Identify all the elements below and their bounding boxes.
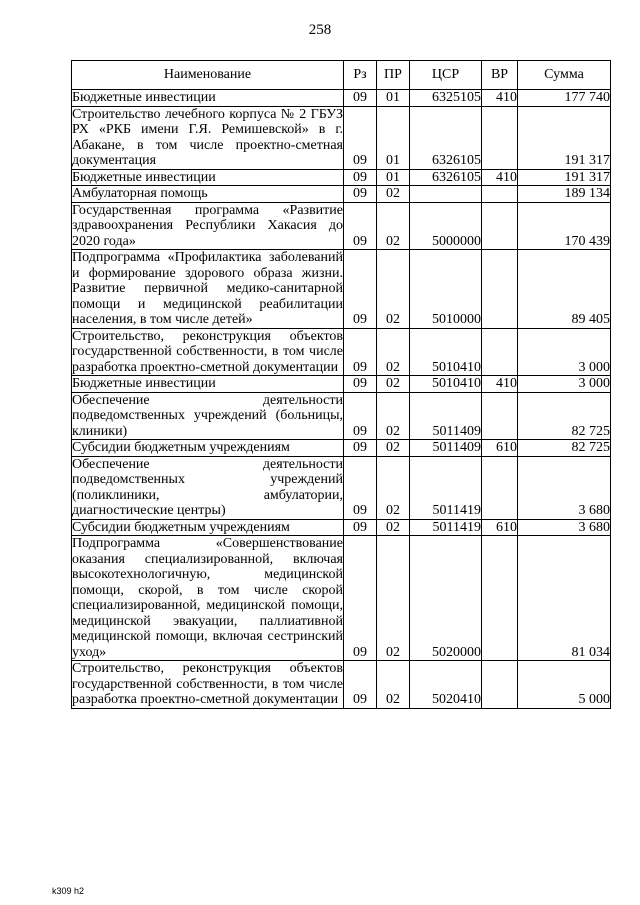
cell-pr: 02: [377, 519, 410, 536]
cell-pr: 01: [377, 90, 410, 107]
cell-pr: 02: [377, 392, 410, 440]
cell-sum: 82 725: [518, 440, 611, 457]
cell-rz: 09: [344, 90, 377, 107]
col-header-rz: Рз: [344, 61, 377, 90]
col-header-vr: ВР: [482, 61, 518, 90]
cell-vr: 410: [482, 169, 518, 186]
cell-rz: 09: [344, 250, 377, 329]
cell-sum: 3 000: [518, 328, 611, 376]
table-row: [72, 661, 611, 709]
cell-rz: 09: [344, 519, 377, 536]
cell-vr: [482, 106, 518, 169]
cell-name: Подпрограмма «Совершенствование оказания специализированной, включая высокотехнологичную, медицинской помощи, скорой, в том числе скорой специализированной, медицинской помощи, медицинской эвакуации, паллиативной медицинской помощи, включая сестринский уход»: [72, 536, 343, 660]
table-row: [72, 456, 611, 519]
cell-pr: 02: [377, 536, 410, 661]
cell-csr: 6325105: [410, 90, 482, 107]
col-header-csr: ЦСР: [410, 61, 482, 90]
cell-csr: 5011409: [410, 392, 482, 440]
table-row: [72, 440, 611, 457]
cell-name: Бюджетные инвестиции: [72, 90, 344, 107]
cell-pr: 02: [377, 456, 410, 519]
cell-name: Обеспечение деятельности подведомственных учреждений (больницы, клиники): [72, 392, 343, 439]
cell-sum: 191 317: [518, 169, 611, 186]
cell-rz: 09: [344, 328, 377, 376]
cell-pr: 02: [377, 328, 410, 376]
cell-name: Подпрограмма «Профилактика заболеваний и формирование здорового образа жизни. Развитие первичной медико-санитарной помощи и медицинской реабилитации населения, в том числе детей»: [72, 250, 343, 327]
cell-csr: [410, 186, 482, 203]
table-row: [72, 250, 611, 329]
cell-vr: [482, 392, 518, 440]
cell-vr: [482, 536, 518, 661]
cell-rz: 09: [344, 440, 377, 457]
cell-vr: [482, 186, 518, 203]
cell-pr: 02: [377, 661, 410, 709]
cell-name: Строительство, реконструкция объектов государственной собственности, в том числе разработка проектно-сметной документации: [72, 661, 343, 707]
cell-csr: 5000000: [410, 202, 482, 250]
cell-vr: [482, 328, 518, 376]
cell-pr: 02: [377, 250, 410, 329]
table-row: [72, 106, 611, 169]
budget-table: [71, 60, 611, 709]
cell-name: Строительство лечебного корпуса № 2 ГБУЗ РХ «РКБ имени Г.Я. Ремишевской» в г. Абакане, в том числе проектно-сметная документация: [72, 106, 343, 168]
cell-csr: 5020410: [410, 661, 482, 709]
cell-vr: 610: [482, 440, 518, 457]
table-row: [72, 519, 611, 536]
table-row: [72, 202, 611, 250]
cell-csr: 5010410: [410, 376, 482, 393]
cell-vr: 610: [482, 519, 518, 536]
cell-rz: 09: [344, 106, 377, 169]
cell-sum: 3 000: [518, 376, 611, 393]
cell-sum: 170 439: [518, 202, 611, 250]
cell-name: Бюджетные инвестиции: [72, 376, 344, 393]
cell-sum: 3 680: [518, 519, 611, 536]
cell-csr: 5011409: [410, 440, 482, 457]
table-row: [72, 376, 611, 393]
table-row: [72, 536, 611, 661]
cell-sum: 5 000: [518, 661, 611, 709]
cell-sum: 189 134: [518, 186, 611, 203]
cell-rz: 09: [344, 169, 377, 186]
cell-csr: 5011419: [410, 456, 482, 519]
cell-vr: [482, 661, 518, 709]
cell-sum: 81 034: [518, 536, 611, 661]
table-row: [72, 186, 611, 203]
cell-pr: 02: [377, 376, 410, 393]
cell-csr: 5010000: [410, 250, 482, 329]
table-row: [72, 392, 611, 440]
col-header-sum: Сумма: [518, 61, 611, 90]
cell-vr: [482, 250, 518, 329]
cell-name: Субсидии бюджетным учреждениям: [72, 519, 344, 536]
cell-pr: 02: [377, 186, 410, 203]
cell-vr: [482, 456, 518, 519]
cell-name: Обеспечение деятельности подведомственных учреждений (поликлиники, амбулатории, диагностические центры): [72, 456, 343, 518]
footer-code: k309 h2: [52, 886, 85, 896]
cell-pr: 01: [377, 169, 410, 186]
cell-rz: 09: [344, 392, 377, 440]
table-row: [72, 169, 611, 186]
cell-rz: 09: [344, 202, 377, 250]
cell-name: Субсидии бюджетным учреждениям: [72, 440, 344, 457]
cell-rz: 09: [344, 456, 377, 519]
cell-csr: 5011419: [410, 519, 482, 536]
cell-sum: 82 725: [518, 392, 611, 440]
cell-pr: 02: [377, 202, 410, 250]
cell-sum: 3 680: [518, 456, 611, 519]
cell-sum: 89 405: [518, 250, 611, 329]
cell-pr: 01: [377, 106, 410, 169]
cell-sum: 191 317: [518, 106, 611, 169]
cell-csr: 5010410: [410, 328, 482, 376]
cell-csr: 5020000: [410, 536, 482, 661]
cell-name: Амбулаторная помощь: [72, 186, 344, 203]
cell-csr: 6326105: [410, 106, 482, 169]
cell-rz: 09: [344, 536, 377, 661]
cell-sum: 177 740: [518, 90, 611, 107]
cell-vr: 410: [482, 90, 518, 107]
cell-vr: 410: [482, 376, 518, 393]
cell-rz: 09: [344, 376, 377, 393]
cell-name: Строительство, реконструкция объектов государственной собственности, в том числе разработка проектно-сметной документации: [72, 328, 343, 375]
col-header-pr: ПР: [377, 61, 410, 90]
table-row: [72, 328, 611, 376]
cell-name: Государственная программа «Развитие здравоохранения Республики Хакасия до 2020 года»: [72, 202, 343, 249]
page-number: 258: [308, 22, 332, 38]
cell-name: Бюджетные инвестиции: [72, 169, 344, 186]
col-header-name: Наименование: [72, 61, 344, 90]
table-header-row: [72, 61, 611, 90]
cell-pr: 02: [377, 440, 410, 457]
table-row: [72, 90, 611, 107]
cell-vr: [482, 202, 518, 250]
cell-rz: 09: [344, 661, 377, 709]
cell-rz: 09: [344, 186, 377, 203]
cell-csr: 6326105: [410, 169, 482, 186]
